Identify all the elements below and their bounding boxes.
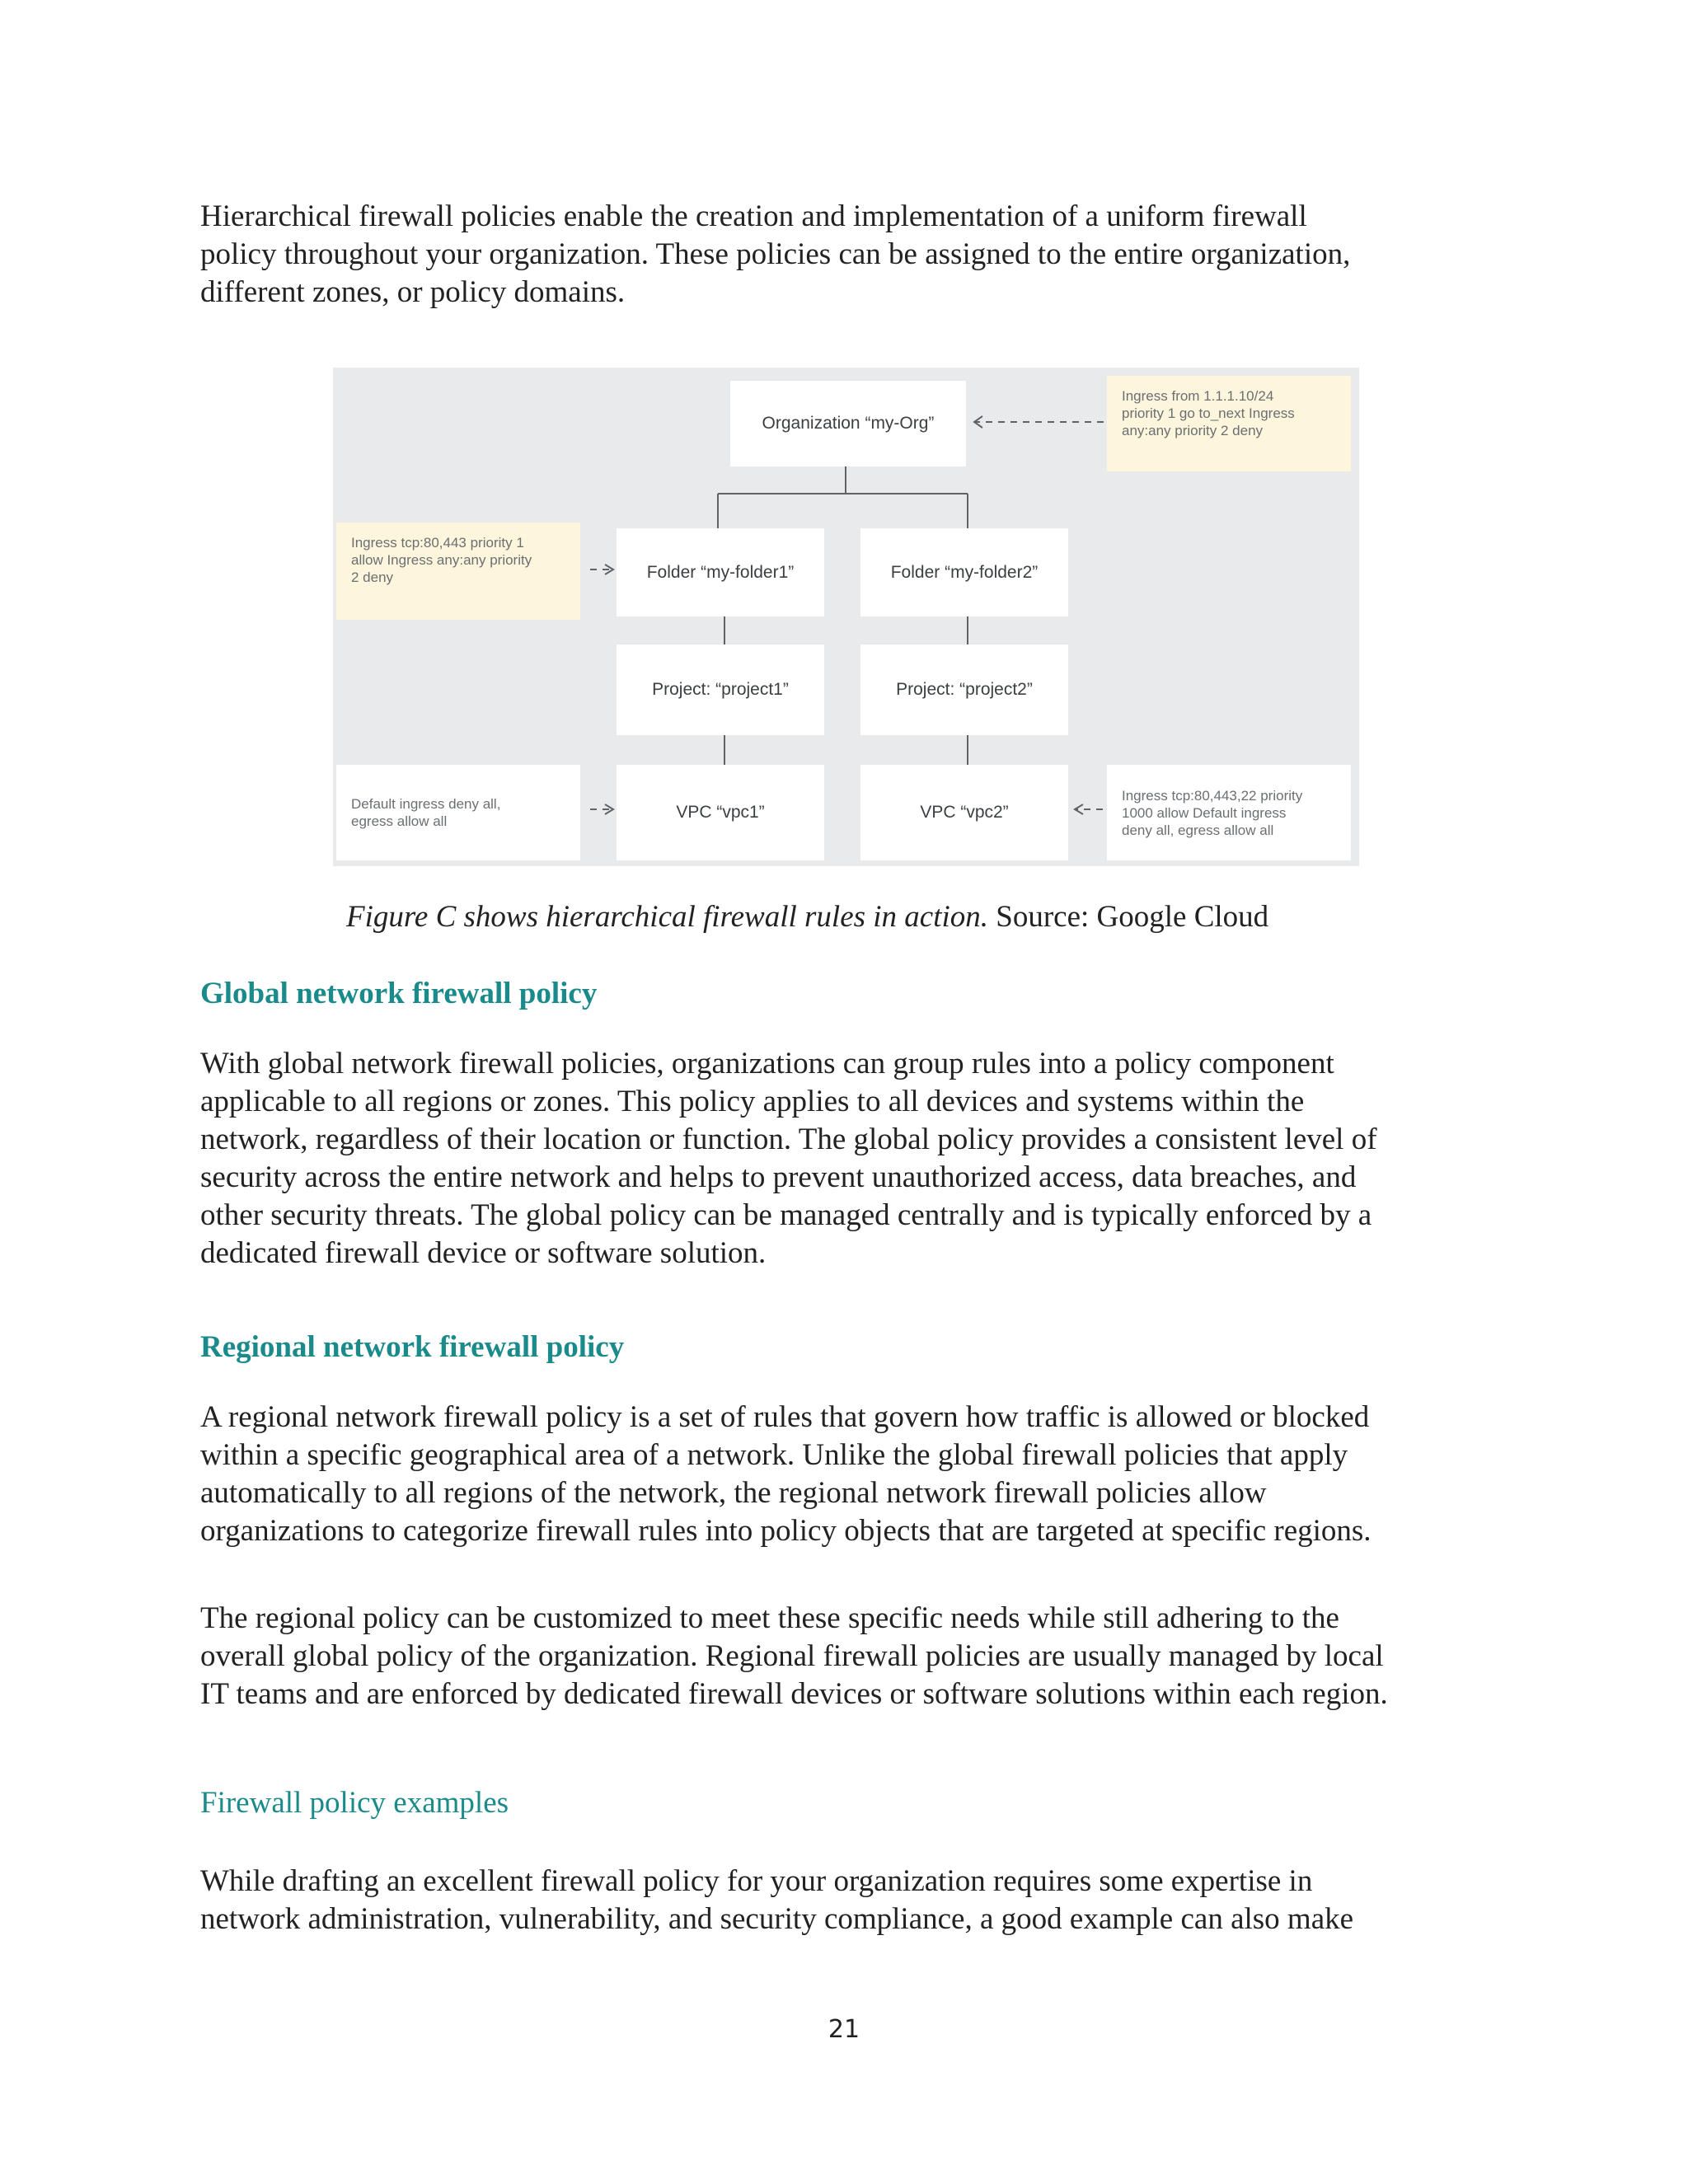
hierarchical-firewall-diagram bbox=[333, 368, 1359, 866]
vpc2-box: VPC “vpc2” bbox=[860, 765, 1068, 860]
caption-italic: Figure C shows hierarchical firewall rules in action. bbox=[346, 900, 989, 934]
caption-source: Source: Google Cloud bbox=[988, 900, 1269, 934]
intro-paragraph bbox=[200, 198, 1503, 312]
note-line: deny all, egress allow all bbox=[1122, 822, 1274, 838]
policy-examples-paragraph bbox=[200, 1863, 1503, 1938]
vpc2-note bbox=[1107, 765, 1351, 860]
note-line: egress allow all bbox=[351, 813, 448, 829]
page-number: 21 bbox=[828, 2015, 860, 2044]
text-line: dedicated firewall device or software solution. bbox=[200, 1236, 767, 1270]
text-line: policy throughout your organization. These policies can be assigned to the entire organization, bbox=[200, 237, 1351, 271]
note-line: Default ingress deny all, bbox=[351, 796, 501, 812]
vpc1-box: VPC “vpc1” bbox=[617, 765, 824, 860]
folder1-box: Folder “my-folder1” bbox=[617, 528, 824, 616]
note-line: any:any priority 2 deny bbox=[1122, 423, 1264, 438]
project1-box: Project: “project1” bbox=[617, 644, 824, 735]
figure-caption bbox=[346, 898, 1268, 936]
heading-regional-policy: Regional network firewall policy bbox=[200, 1330, 625, 1364]
org-note bbox=[1107, 376, 1351, 471]
org-box: Organization “my-Org” bbox=[730, 381, 966, 466]
note-line: 2 deny bbox=[351, 569, 394, 585]
regional-policy-paragraph-1 bbox=[200, 1399, 1503, 1550]
text-line: While drafting an excellent firewall policy for your organization requires some expertise in bbox=[200, 1864, 1313, 1898]
regional-policy-paragraph-2 bbox=[200, 1600, 1503, 1713]
vpc2-note-arrowhead bbox=[1075, 804, 1083, 814]
global-policy-paragraph bbox=[200, 1045, 1503, 1272]
text-line: automatically to all regions of the network, the regional network firewall policies allow bbox=[200, 1476, 1267, 1510]
text-line: With global network firewall policies, organizations can group rules into a policy component bbox=[200, 1047, 1334, 1080]
text-line: Hierarchical firewall policies enable the creation and implementation of a uniform firewall bbox=[200, 199, 1307, 233]
text-line: within a specific geographical area of a network. Unlike the global firewall policies that apply bbox=[200, 1438, 1348, 1472]
text-line: applicable to all regions or zones. This policy applies to all devices and systems within the bbox=[200, 1085, 1305, 1118]
text-line: overall global policy of the organization. Regional firewall policies are usually managed by local bbox=[200, 1639, 1384, 1673]
vpc1-note bbox=[336, 765, 580, 860]
heading-global-policy: Global network firewall policy bbox=[200, 977, 598, 1010]
text-line: network, regardless of their location or function. The global policy provides a consistent level of bbox=[200, 1122, 1377, 1156]
text-line: The regional policy can be customized to meet these specific needs while still adhering to the bbox=[200, 1601, 1339, 1635]
note-line: Ingress from 1.1.1.10/24 bbox=[1122, 388, 1274, 404]
text-line: IT teams and are enforced by dedicated firewall devices or software solutions within each region. bbox=[200, 1677, 1388, 1711]
folder1-note bbox=[336, 523, 580, 620]
project2-box: Project: “project2” bbox=[860, 644, 1068, 735]
note-line: Ingress tcp:80,443 priority 1 bbox=[351, 535, 524, 551]
text-line: A regional network firewall policy is a set of rules that govern how traffic is allowed or blocked bbox=[200, 1400, 1370, 1434]
text-line: other security threats. The global policy can be managed centrally and is typically enforced by a bbox=[200, 1198, 1372, 1232]
text-line: organizations to categorize firewall rules into policy objects that are targeted at specific regions. bbox=[200, 1514, 1372, 1548]
text-line: different zones, or policy domains. bbox=[200, 275, 626, 309]
note-line: 1000 allow Default ingress bbox=[1122, 804, 1287, 821]
note-line: Ingress tcp:80,443,22 priority bbox=[1122, 787, 1303, 804]
text-line: security across the entire network and helps to prevent unauthorized access, data breaches, and bbox=[200, 1160, 1357, 1194]
folder2-box: Folder “my-folder2” bbox=[860, 528, 1068, 616]
heading-policy-examples: Firewall policy examples bbox=[200, 1786, 509, 1820]
note-line: allow Ingress any:any priority bbox=[351, 552, 532, 568]
text-line: network administration, vulnerability, and security compliance, a good example can also make bbox=[200, 1902, 1354, 1936]
note-line: priority 1 go to_next Ingress bbox=[1122, 405, 1295, 421]
